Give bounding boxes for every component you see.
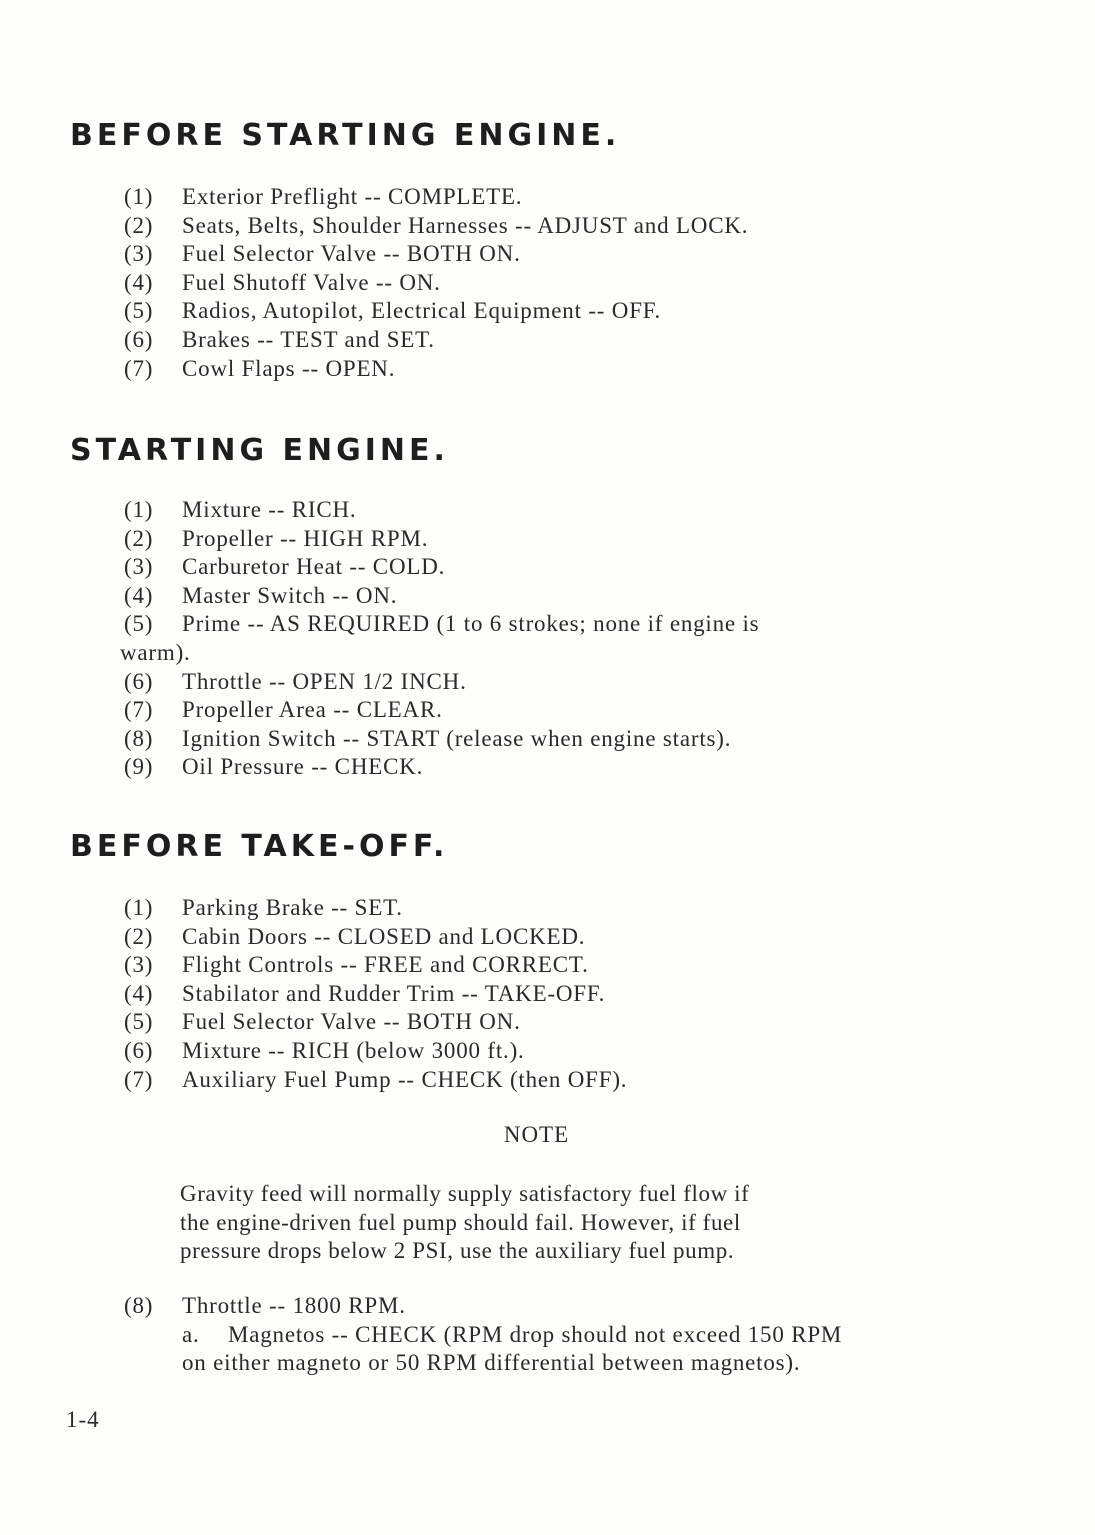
list-item: [124, 240, 748, 269]
item-number: (1): [124, 497, 154, 522]
item-text: Ignition Switch -- START (release when engine starts).: [182, 725, 732, 751]
item-number: (2): [124, 923, 154, 949]
item-number: (3): [124, 554, 154, 580]
note-line: the engine-driven fuel pump should fail. However, if fuel: [180, 1209, 741, 1235]
item-number: (3): [124, 241, 154, 267]
checklist-starting-engine: [120, 496, 760, 782]
list-item: [124, 668, 759, 697]
item-text: Stabilator and Rudder Trim -- TAKE-OFF.: [182, 980, 606, 1006]
item-text: Seats, Belts, Shoulder Harnesses -- ADJUST and LOCK.: [182, 212, 749, 238]
sub-item-continuation: on either magneto or 50 RPM differential between magnetos).: [182, 1350, 801, 1376]
note-line: pressure drops below 2 PSI, use the auxiliary fuel pump.: [180, 1238, 735, 1263]
item-number: (8): [124, 725, 154, 751]
item-number: (8): [124, 1293, 154, 1318]
item-text: Mixture -- RICH (below 3000 ft.).: [182, 1037, 525, 1063]
item-number: (3): [124, 952, 154, 978]
item-text: Exterior Preflight -- COMPLETE.: [182, 184, 523, 209]
section-heading-before-starting-engine: BEFORE STARTING ENGINE.: [70, 118, 621, 153]
item-text: Flight Controls -- FREE and CORRECT.: [182, 952, 589, 978]
list-item: [124, 696, 759, 725]
list-item: [124, 212, 748, 241]
item-text: Throttle -- 1800 RPM.: [182, 1293, 406, 1318]
list-item: [124, 923, 627, 952]
list-item: [124, 297, 748, 326]
list-item: [124, 1008, 627, 1037]
item-text: Cabin Doors -- CLOSED and LOCKED.: [182, 923, 586, 949]
list-item: [124, 951, 627, 980]
section-heading-starting-engine: STARTING ENGINE.: [70, 433, 449, 468]
item-text: Parking Brake -- SET.: [182, 895, 403, 920]
item-text: Fuel Selector Valve -- BOTH ON.: [182, 241, 521, 267]
list-item: [124, 355, 748, 384]
list-item: [124, 894, 627, 923]
item-text: Carburetor Heat -- COLD.: [182, 554, 446, 580]
item-text: Oil Pressure -- CHECK.: [182, 754, 424, 780]
checklist-before-starting-engine: [124, 183, 748, 383]
list-item: [120, 610, 760, 667]
list-item: [124, 326, 748, 355]
item-text: Propeller Area -- CLEAR.: [182, 697, 443, 723]
list-item: [124, 582, 759, 611]
item-text-continuation: warm).: [120, 639, 191, 665]
note-line: Gravity feed will normally supply satisfactory fuel flow if: [180, 1181, 750, 1206]
note-title: NOTE: [503, 1122, 570, 1147]
item-number: (6): [124, 326, 154, 352]
item-number: (7): [124, 1066, 154, 1092]
list-item: [124, 525, 759, 554]
item-number: (7): [124, 355, 154, 381]
item-number: (4): [124, 582, 154, 608]
item-number: (7): [124, 697, 154, 723]
item-number: (2): [124, 212, 154, 238]
list-item: [124, 553, 759, 582]
list-item: [124, 1292, 842, 1378]
list-item: [124, 980, 627, 1009]
item-text: Propeller -- HIGH RPM.: [182, 525, 429, 551]
item-number: (1): [124, 184, 154, 209]
note-body: [180, 1180, 920, 1266]
item-text: Cowl Flaps -- OPEN.: [182, 355, 396, 381]
item-text: Prime -- AS REQUIRED (1 to 6 strokes; none if engine is: [182, 611, 760, 637]
sub-item-tag: a.: [182, 1321, 200, 1347]
section-heading-before-take-off: BEFORE TAKE-OFF.: [70, 829, 449, 864]
list-item: [124, 183, 748, 212]
item-text: Fuel Shutoff Valve -- ON.: [182, 269, 441, 295]
item-text: Throttle -- OPEN 1/2 INCH.: [182, 668, 467, 694]
item-text: Mixture -- RICH.: [182, 497, 357, 522]
item-number: (6): [124, 668, 154, 694]
item-number: (6): [124, 1037, 154, 1063]
item-text: Radios, Autopilot, Electrical Equipment -- OFF.: [182, 298, 662, 324]
list-item: [124, 753, 759, 782]
item-number: (2): [124, 525, 154, 551]
item-number: (5): [124, 1009, 154, 1035]
item-number: (9): [124, 754, 154, 780]
item-number: (4): [124, 269, 154, 295]
list-item: [124, 269, 748, 298]
checklist-before-take-off: [124, 894, 627, 1094]
item-text: Fuel Selector Valve -- BOTH ON.: [182, 1009, 521, 1035]
item-text: Auxiliary Fuel Pump -- CHECK (then OFF).: [182, 1066, 628, 1092]
list-item: [124, 725, 759, 754]
item-text: Brakes -- TEST and SET.: [182, 326, 435, 352]
list-item: [124, 1037, 627, 1066]
sub-item-text: Magnetos -- CHECK (RPM drop should not exceed 150 RPM: [228, 1321, 843, 1347]
item-number: (4): [124, 980, 154, 1006]
checklist-before-take-off-continued: [124, 1292, 842, 1378]
item-number: (5): [124, 611, 154, 637]
sub-item: [124, 1321, 842, 1350]
page-number: 1-4: [66, 1407, 100, 1432]
item-number: (1): [124, 895, 154, 920]
list-item: [124, 1066, 627, 1095]
item-number: (5): [124, 298, 154, 324]
list-item: [124, 496, 759, 525]
item-text: Master Switch -- ON.: [182, 582, 398, 608]
